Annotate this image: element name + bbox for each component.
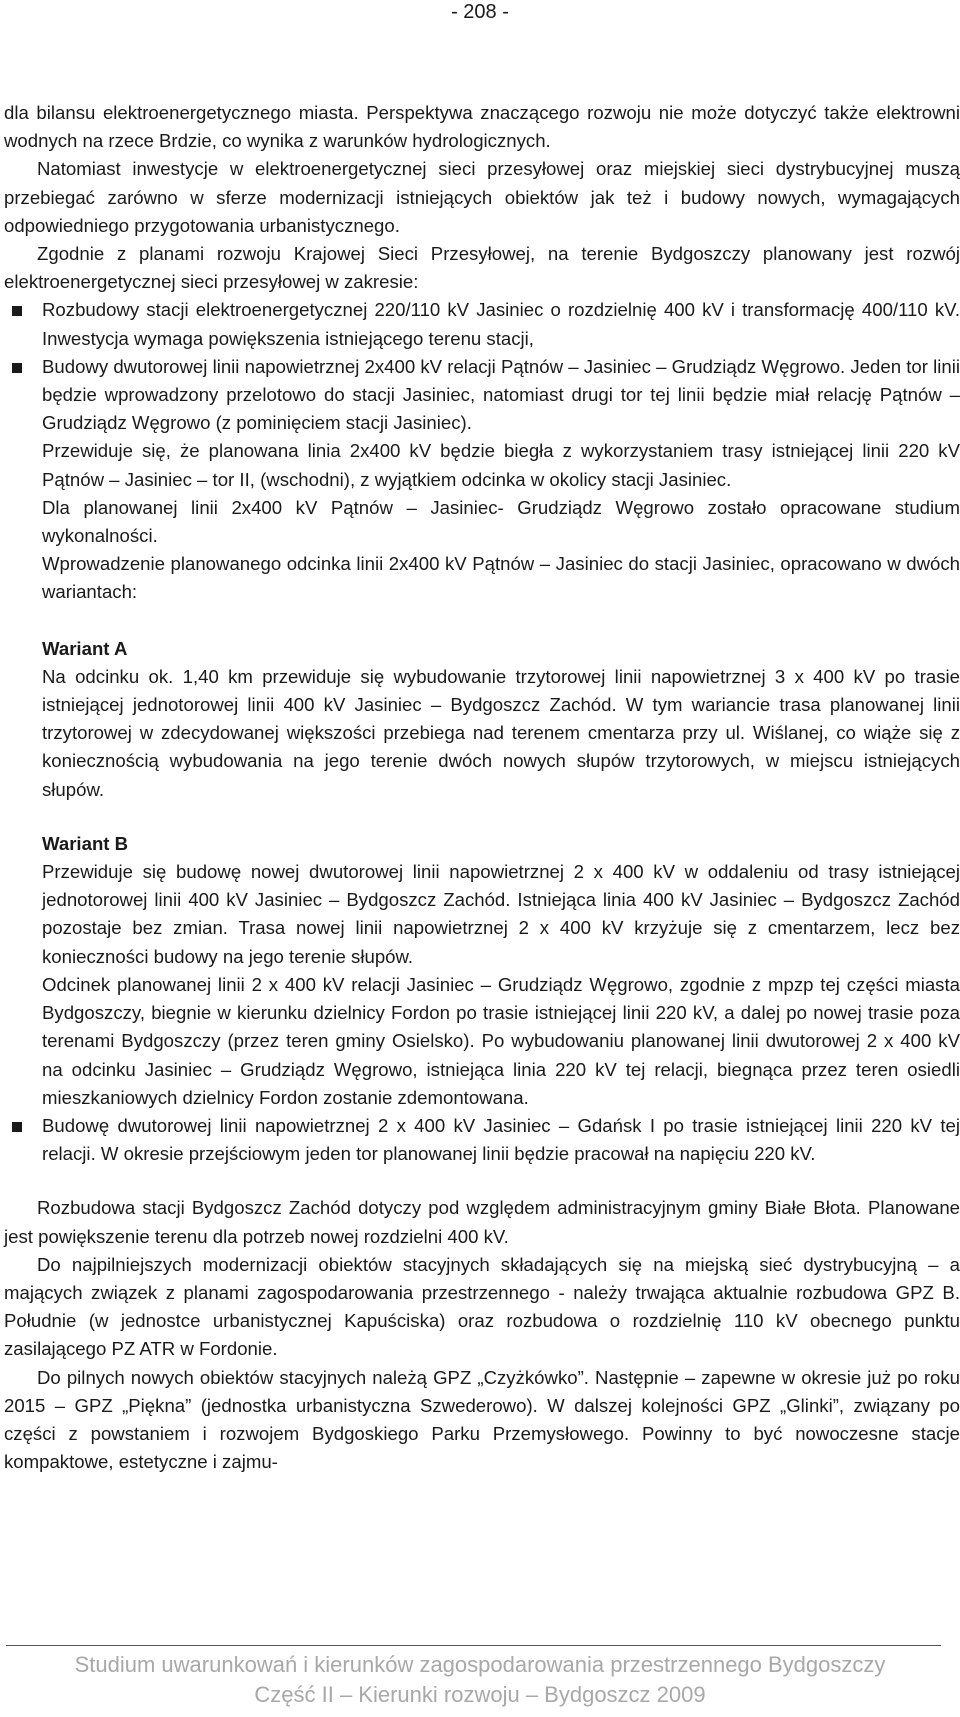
paragraph-wariant-b: Przewiduje się budowę nowej dwutorowej linii napowietrznej 2 x 400 kV w oddaleniu od trasy istniejącej jednotorowej linii 400 kV Jasiniec – Bydgoszcz Zachód. Istniejąca linia 400 kV Jasiniec – Bydgoszcz Zachód pozostaje bez zmian. Trasa nowej linii napowietrznej 2 x 400 kV krzyżuje się z cmentarzem, lecz bez konieczności budowy na jego terenie słupów.	[42, 861, 960, 967]
paragraph-do-najpilniejszych: Do najpilniejszych modernizacji obiektów stacyjnych składających się na miejską sieć dystrybucyjną – a mających związek z planami zagospodarowania przestrzennego - należy trwająca aktualnie rozbudowa GPZ B. Południe (w jednostce urbanistycznej Kapuściska) oraz rozbudowa o rozdzielnię 110 kV obecnego punktu zasilającego PZ ATR w Fordonie.	[4, 1253, 960, 1360]
document-body	[4, 99, 960, 1476]
paragraph-do-pilnych: Do pilnych nowych obiektów stacyjnych należą GPZ „Czyżkówko”. Następnie – zapewne w okresie już po roku 2015 – GPZ „Piękna” (jednostka urbanistyczna Szwederowo). W dalszej kolejności GPZ „Glinki”, związany po części z powstaniem i rozwojem Bydgoskiego Parku Przemysłowego. Powinny to być nowoczesne stacje kompaktowe, estetyczne i zajmu-	[4, 1366, 960, 1473]
page-number: - 208 -	[451, 1, 509, 23]
paragraph-rozbudowa: Rozbudowa stacji Bydgoszcz Zachód dotyczy pod względem administracyjnym gminy Białe Błota. Planowane jest powiększenie terenu dla potrzeb nowej rozdzielni 400 kV.	[4, 1197, 960, 1247]
footer-subtitle: Część II – Kierunki rozwoju – Bydgoszcz 2009	[254, 1682, 706, 1707]
page-footer	[0, 1650, 960, 1710]
paragraph-dla: Dla planowanej linii 2x400 kV Pątnów – Jasiniec- Grudziądz Węgrowo zostało opracowane studium wykonalności.	[42, 496, 960, 547]
paragraph-wprowadzenie: Wprowadzenie planowanego odcinka linii 2x400 kV Pątnów – Jasiniec do stacji Jasiniec, opracowano w dwóch wariantach:	[42, 553, 960, 603]
bullet-item-budowe	[4, 1112, 960, 1168]
bullet-text: Rozbudowy stacji elektroenergetycznej 220/110 kV Jasiniec o rozdzielnię 400 kV i transformację 400/110 kV. Inwestycja wymaga powiększenia istniejącego terenu stacji,	[42, 299, 960, 349]
heading-wariant-b: Wariant B	[42, 832, 129, 854]
square-bullet-icon	[12, 363, 22, 373]
square-bullet-icon	[12, 1122, 22, 1132]
paragraph-odcinek: Odcinek planowanej linii 2 x 400 kV relacji Jasiniec – Grudziądz Węgrowo, zgodnie z mpzp tej części miasta Bydgoszczy, biegnie w kierunku dzielnicy Fordon po trasie istniejącej linii 220 kV, a dalej po nowej trasie poza terenami Bydgoszczy (przez teren gminy Osielsko). Po wybudowaniu planowanej linii dwutorowej 2 x 400 kV na odcinku Jasiniec – Grudziądz Węgrowo, istniejąca linia 220 kV tej relacji, biegnąca przez teren osiedli mieszkaniowych dzielnicy Fordon zostanie zdemontowana.	[42, 973, 960, 1108]
paragraph-przewiduje: Przewiduje się, że planowana linia 2x400 kV będzie biegła z wykorzystaniem trasy istniejącej linii 220 kV Pątnów – Jasiniec – tor II, (wschodni), z wyjątkiem odcinka w okolicy stacji Jasiniec.	[42, 440, 960, 490]
footer-divider	[6, 1645, 941, 1646]
paragraph-wariant-a: Na odcinku ok. 1,40 km przewiduje się wybudowanie trzytorowej linii napowietrznej 3 x 400 kV po trasie istniejącej jednotorowej linii 400 kV Jasiniec – Bydgoszcz Zachód. W tym wariancie trasa planowanej linii trzytorowej w zdecydowanej większości przebiega nad terenem cmentarza przy ul. Wiślanej, co wiąże się z koniecznością wybudowania na jego terenie dwóch nowych słupów trzytorowych, w miejscu istniejących słupów.	[42, 665, 960, 800]
bullet-text: Budowy dwutorowej linii napowietrznej 2x400 kV relacji Pątnów – Jasiniec – Grudziądz Węgrowo. Jeden tor linii będzie wprowadzony przelotowo do stacji Jasiniec, natomiast drugi tor tej linii będzie miał relację Pątnów – Grudziądz Węgrowo (z pominięciem stacji Jasiniec).	[42, 355, 960, 434]
heading-wariant-a: Wariant A	[42, 637, 128, 659]
bullet-text: Budowę dwutorowej linii napowietrznej 2 x 400 kV Jasiniec – Gdańsk I po trasie istniejącej linii 220 kV tej relacji. W okresie przejściowym jeden tor planowanej linii będzie pracował na napięciu 220 kV.	[42, 1114, 960, 1165]
paragraph-natomiast: Natomiast inwestycje w elektroenergetycznej sieci przesyłowej oraz miejskiej sieci dystrybucyjnej muszą przebiegać zarówno w sferze modernizacji istniejących obiektów jak też i budowy nowych, wymagających odpowiedniego przygotowania urbanistycznego.	[4, 158, 960, 236]
paragraph-intro: dla bilansu elektroenergetycznego miasta. Perspektywa znaczącego rozwoju nie może dotyczyć także elektrowni wodnych na rzece Brdzie, co wynika z warunków hydrologicznych.	[4, 102, 960, 152]
square-bullet-icon	[12, 306, 22, 316]
paragraph-zgodnie: Zgodnie z planami rozwoju Krajowej Sieci Przesyłowej, na terenie Bydgoszczy planowany jest rozwój elektroenergetycznej sieci przesyłowej w zakresie:	[4, 243, 960, 293]
bullet-item-budowy	[4, 353, 960, 438]
footer-title: Studium uwarunkowań i kierunków zagospodarowania przestrzennego Bydgoszczy	[74, 1652, 886, 1677]
bullet-item-rozbudowy	[4, 296, 960, 352]
